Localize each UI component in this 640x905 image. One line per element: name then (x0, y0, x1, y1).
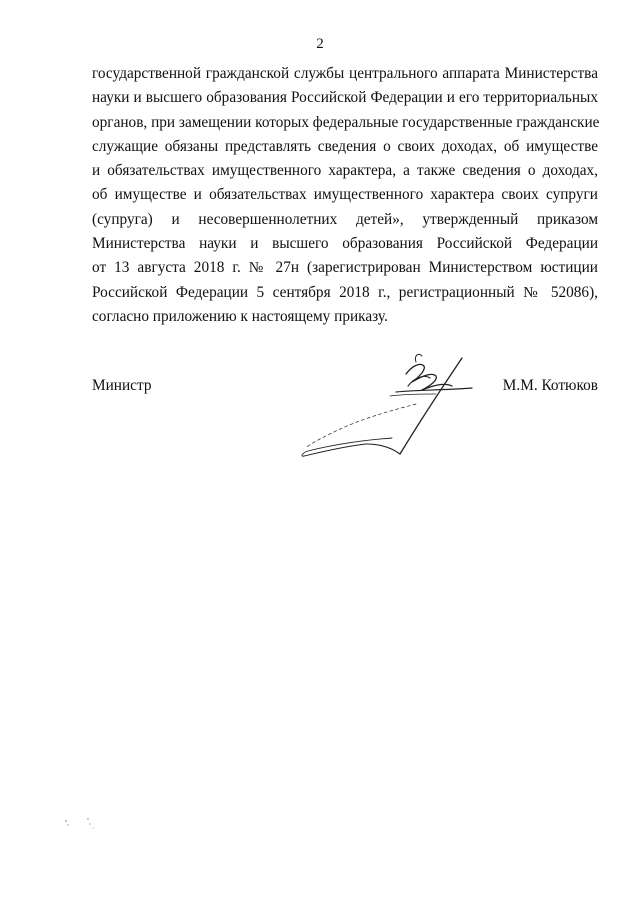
body-line: (супруга) и несовершеннолетних детей», утвержденный приказом (92, 210, 598, 228)
signer-name: М.М. Котюков (502, 377, 598, 394)
body-line: науки и высшего образования Российской Федерации и его территориальных (92, 89, 598, 107)
scan-specks (60, 815, 110, 835)
handwritten-signature (296, 352, 476, 464)
body-line: об имуществе и обязательствах имущественного характера своих супруги (92, 186, 598, 204)
body-line: органов, при замещении которых федеральные государственные гражданские (92, 113, 600, 131)
signer-title: Министр (92, 377, 152, 394)
body-line: Российской Федерации 5 сентября 2018 г., регистрационный № 52086), (92, 283, 598, 301)
body-line: согласно приложению к настоящему приказу. (92, 307, 388, 325)
body-line: Министерства науки и высшего образования Российской Федерации (92, 235, 598, 253)
page-number: 2 (316, 36, 324, 52)
body-line: служащие обязаны представлять сведения о своих доходах, об имуществе (92, 137, 598, 155)
body-line: и обязательствах имущественного характера, а также сведения о доходах, (92, 162, 598, 180)
body-line: государственной гражданской службы центрального аппарата Министерства (92, 65, 598, 82)
body-line: от 13 августа 2018 г. № 27н (зарегистрирован Министерством юстиции (92, 259, 598, 277)
order-body-text (92, 62, 598, 329)
